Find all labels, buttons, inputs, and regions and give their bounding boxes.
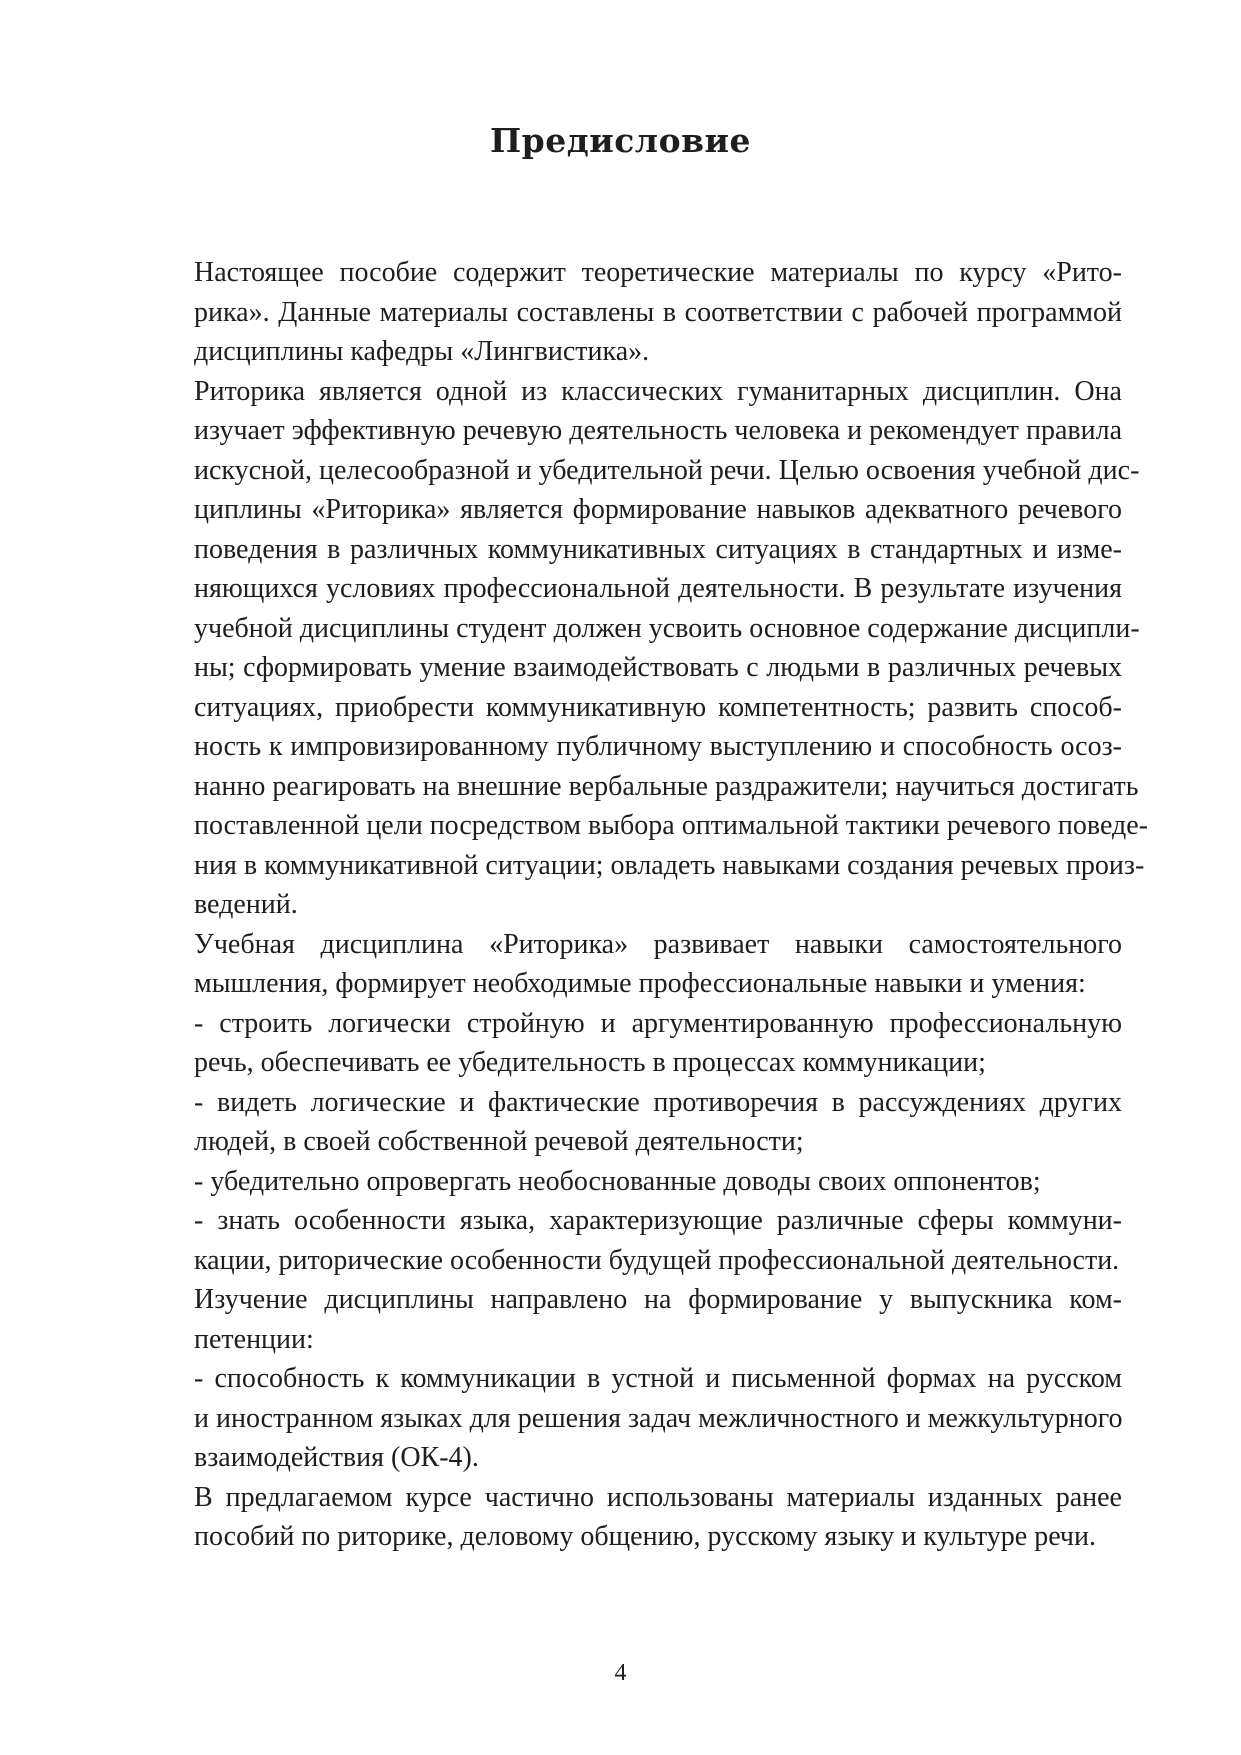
text-line: и иностранном языках для решения задач межличностного и межкультурного [194,1402,1123,1434]
text-line: искусной, целесообразной и убедительной речи. Целью освоения учебной дис- [194,454,1140,486]
list-item [120,1359,1122,1478]
text-line: ность к импровизированному публичному выступлению и способность осоз- [194,731,1122,762]
paragraph [120,1280,1122,1359]
text-line: взаимодействия (ОК-4). [194,1442,479,1473]
text-line: Риторика является одной из классических гуманитарных дисциплин. Она [194,375,1122,407]
text-line: поставленной цели посредством выбора оптимальной тактики речевого поведе- [194,810,1149,841]
text-line: В предлагаемом курсе частично использованы материалы изданных ранее [194,1481,1122,1513]
text-line: - строить логически стройную и аргументированную профессиональную [194,1007,1122,1039]
text-line: нанно реагировать на внешние вербальные раздражители; научиться достигать [194,770,1139,802]
paragraph [120,372,1149,925]
paragraph [120,253,1122,372]
text-line: рика». Данные материалы составлены в соответствии с рабочей программой [194,296,1122,328]
text-line: дисциплины кафедры «Лингвистика». [194,336,650,367]
text-line: ситуациях, приобрести коммуникативную компетентность; развить способ- [194,691,1122,723]
paragraph [120,1478,1122,1557]
text-line: речь, обеспечивать ее убедительность в процессах коммуникации; [194,1047,986,1078]
text-line: петенции: [194,1323,314,1355]
text-line: Изучение дисциплины направлено на формирование у выпускника ком- [194,1284,1122,1315]
text-line: циплины «Риторика» является формирование навыков адекватного речевого [194,494,1122,525]
list-item [120,1162,1122,1202]
page-number: 4 [614,1660,627,1686]
text-line: - видеть логические и фактические противоречия в рассуждениях других [194,1086,1122,1118]
page-title: Предисловие [490,121,751,160]
document-body [120,253,1149,1557]
text-line: поведения в различных коммуникативных ситуациях в стандартных и изме- [194,533,1122,565]
paragraph [120,925,1122,1004]
text-line: кации, риторические особенности будущей профессиональной деятельности. [194,1244,1120,1276]
text-line: ны; сформировать умение взаимодействовать с людьми в различных речевых [194,652,1122,683]
text-line: мышления, формирует необходимые профессиональные навыки и умения: [194,968,1086,999]
text-line: изучает эффективную речевую деятельность человека и рекомендует правила [194,415,1122,446]
text-line: Настоящее пособие содержит теоретические материалы по курсу «Рито- [194,257,1122,288]
text-line: учебной дисциплины студент должен усвоить основное содержание дисципли- [194,612,1140,644]
text-line: людей, в своей собственной речевой деятельности; [194,1126,804,1157]
text-line: - убедительно опровергать необоснованные доводы своих оппонентов; [194,1165,1041,1197]
text-line: пособий по риторике, деловому общению, русскому языку и культуре речи. [194,1521,1097,1552]
text-line: ния в коммуникативной ситуации; овладеть навыками создания речевых произ- [194,849,1145,881]
text-line: ведений. [194,889,298,920]
list-item [120,1004,1122,1083]
text-line: - знать особенности языка, характеризующие различные сферы коммуни- [194,1205,1122,1236]
list-item [120,1201,1122,1280]
list-item [120,1083,1122,1162]
text-line: - способность к коммуникации в устной и письменной формах на русском [194,1363,1122,1394]
text-line: Учебная дисциплина «Риторика» развивает навыки самостоятельного [194,928,1122,960]
text-line: няющихся условиях профессиональной деятельности. В результате изучения [194,573,1122,604]
